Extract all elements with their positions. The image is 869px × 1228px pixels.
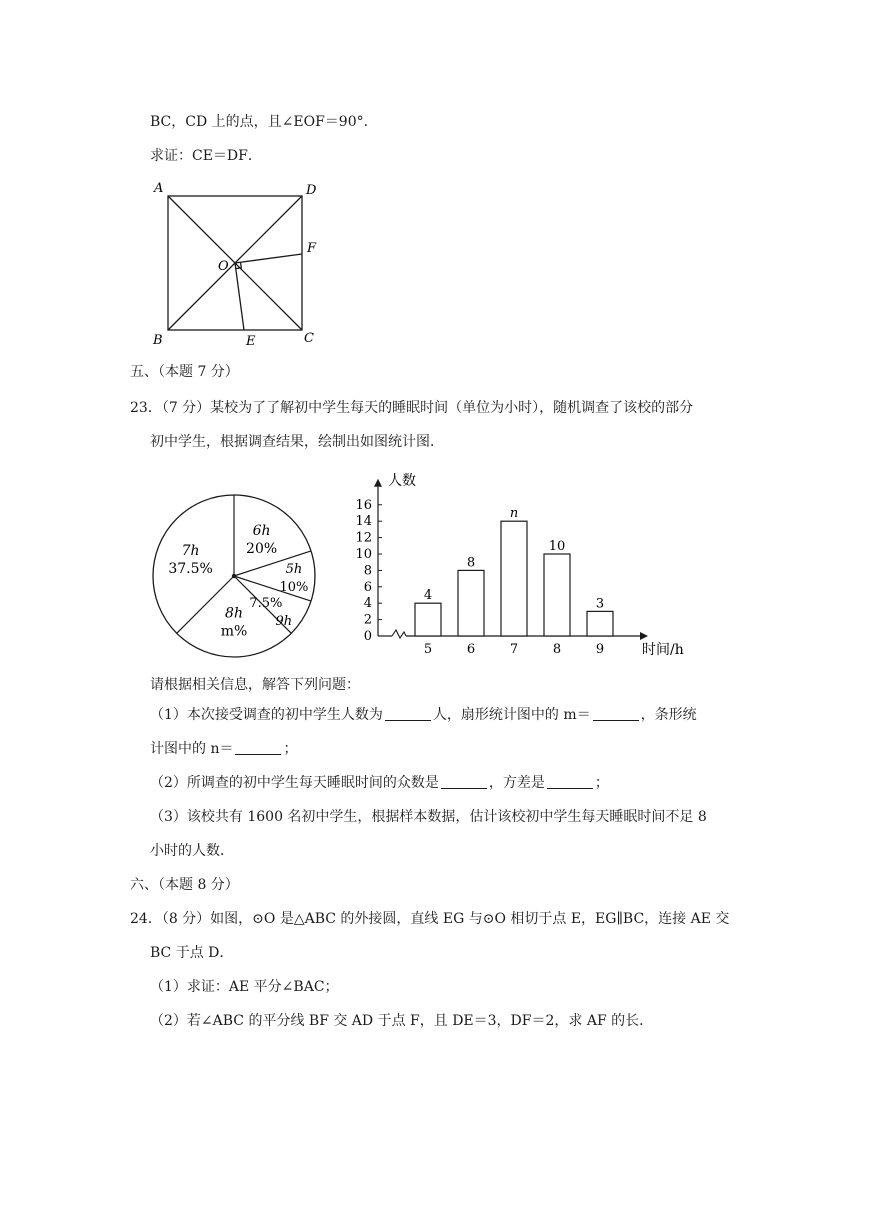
- bar-value-label: 3: [595, 596, 605, 612]
- label-c: C: [304, 331, 314, 346]
- blank-n-value[interactable]: [235, 740, 281, 755]
- label-d: D: [306, 183, 317, 198]
- q23-part1-text-b: 人，扇形统计图中的 m＝: [432, 707, 591, 723]
- segment-of: [235, 254, 302, 263]
- q23-part3-line2: 小时的人数．: [150, 843, 234, 859]
- pie-slice-7h: [168, 543, 212, 577]
- q24-part2: （2）若∠ABC 的平分线 BF 交 AD 于点 F，且 DE＝3，DF＝2，求 AF 的长．: [150, 1013, 654, 1029]
- y-tick-label: 0: [363, 629, 372, 644]
- section5-heading: 五、（本题 7 分）: [130, 364, 239, 380]
- label-a: A: [154, 181, 164, 196]
- q23-part1-text-d: 计图中的 n＝: [150, 741, 234, 757]
- square-figure: [150, 178, 325, 350]
- y-tick-label: 14: [355, 514, 372, 530]
- pie-label-hours: 6h: [252, 522, 271, 539]
- pie-label-percent: 7.5%: [249, 596, 283, 612]
- pie-label-percent: 20%: [246, 540, 278, 557]
- blank-variance[interactable]: [547, 774, 593, 789]
- bar-9h: [587, 611, 613, 636]
- x-tick-label: 8: [552, 642, 562, 657]
- y-tick-label: 4: [363, 596, 372, 612]
- bar-8h: [544, 554, 570, 636]
- q23-part2-text-c: ；: [594, 775, 609, 791]
- x-axis-label: 时间/h: [642, 642, 684, 658]
- q24-text-line2: BC 于点 D．: [150, 945, 234, 961]
- label-b: B: [153, 333, 163, 348]
- q22-text-line1: BC，CD 上的点，且∠EOF＝90°．: [150, 114, 378, 130]
- q24-part1: （1）求证：AE 平分∠BAC；: [150, 979, 339, 995]
- y-tick-label: 10: [355, 547, 372, 562]
- q22-text-line2: 求证：CE＝DF．: [150, 148, 262, 164]
- label-f: F: [307, 241, 317, 256]
- section6-heading: 六、（本题 8 分）: [130, 877, 239, 893]
- label-e: E: [246, 334, 256, 349]
- q23-part2-text-a: （2）所调查的初中学生每天睡眠时间的众数是: [150, 775, 439, 791]
- bar-value-label: n: [509, 506, 519, 522]
- x-axis-break: [392, 630, 406, 638]
- y-tick-label: 16: [355, 497, 372, 513]
- q23-part2: [150, 773, 609, 793]
- q23-part1-line1: [150, 705, 697, 725]
- segment-oe: [235, 263, 244, 330]
- bar-chart: [340, 462, 700, 662]
- q23-text-line1: 23．（7 分）某校为了了解初中学生每天的睡眠时间（单位为小时），随机调查了该校的部分: [130, 400, 694, 416]
- pie-slice-5h: [279, 562, 308, 595]
- pie-slice-8h: [221, 606, 248, 640]
- pie-label-hours: 5h: [285, 562, 303, 577]
- y-axis-arrow: [374, 479, 382, 487]
- q23-part3-line1: （3）该校共有 1600 名初中学生，根据样本数据，估计该校初中学生每天睡眠时间不足 8: [150, 809, 707, 825]
- bar-value-label: 8: [466, 555, 476, 571]
- blank-student-count[interactable]: [385, 706, 431, 721]
- q23-part1-text-a: （1）本次接受调查的初中学生人数为: [150, 707, 383, 723]
- bar-5h: [415, 603, 441, 636]
- q23-part1-text-c: ，条形统: [640, 707, 697, 723]
- y-tick-label: 2: [363, 612, 372, 628]
- y-axis-label: 人数: [388, 472, 416, 489]
- x-tick-label: 5: [423, 642, 433, 657]
- bar-7h: [501, 521, 527, 636]
- q23-part2-text-b: ，方差是: [488, 775, 545, 791]
- label-o: O: [218, 259, 229, 274]
- bar-6h: [458, 570, 484, 636]
- q23-part1-text-e: ；: [283, 741, 298, 757]
- pie-slice-6h: [246, 523, 277, 557]
- x-tick-label: 9: [595, 642, 605, 657]
- pie-label-hours: 8h: [225, 605, 243, 622]
- y-tick-label: 12: [355, 530, 372, 546]
- blank-mode[interactable]: [441, 774, 487, 789]
- x-tick-label: 7: [509, 642, 519, 657]
- q23-part1-line2: [150, 739, 297, 759]
- q24-text-line1: 24．（8 分）如图，⊙O 是△ABC 的外接圆，直线 EG 与⊙O 相切于点 E，EG∥BC，连接 AE 交: [130, 911, 730, 927]
- q23-prompt: 请根据相关信息，解答下列问题：: [150, 677, 360, 693]
- blank-m-value[interactable]: [593, 706, 639, 721]
- pie-label-hours: 7h: [181, 543, 200, 560]
- y-tick-label: 6: [363, 579, 372, 595]
- y-tick-label: 8: [363, 563, 372, 579]
- pie-label-percent: 37.5%: [168, 561, 213, 578]
- q23-text-line2: 初中学生，根据调查结果，绘制出如图统计图．: [150, 434, 444, 450]
- pie-label-percent: m%: [220, 623, 248, 640]
- pie-label-percent: 10%: [279, 580, 309, 595]
- pie-label-hours: 9h: [275, 614, 293, 630]
- bar-value-label: 10: [548, 539, 566, 554]
- x-tick-label: 6: [466, 642, 476, 657]
- x-axis-arrow: [640, 632, 648, 640]
- pie-center-dot: [232, 574, 236, 578]
- pie-chart: [150, 492, 320, 662]
- bar-value-label: 4: [423, 588, 433, 604]
